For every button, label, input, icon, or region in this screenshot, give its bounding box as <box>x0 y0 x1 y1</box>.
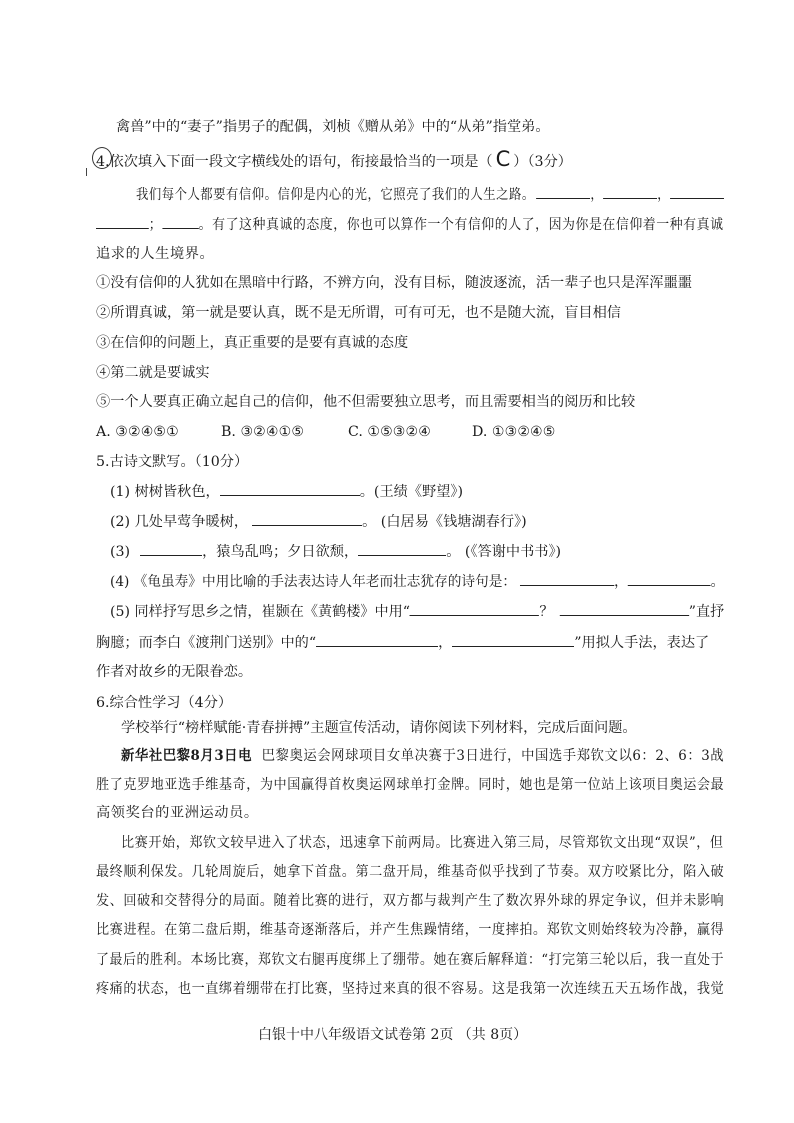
answer-blank <box>410 601 539 616</box>
punct: ， <box>438 635 453 651</box>
item-number: (3) <box>110 544 131 560</box>
q6-intro: 学校举行“榜样赋能·青春拼搏”主题宣传活动，请你阅读下列材料，完成后面问题。 <box>121 720 637 736</box>
answer-blank <box>628 571 711 586</box>
news-line-9: 疼痛的状态，也一直绑着绷带在打比赛，坚持过来真的很不容易。这是我第一次连续五天五场作战，我觉 <box>96 981 725 997</box>
poem-text: (1) 树树皆秋色， <box>110 484 220 500</box>
blank-2 <box>603 184 657 199</box>
q4-passage-line-3: 追求的人生境界。 <box>96 246 215 262</box>
q4-question: .依次填入下面一段文字横线处的语句，衔接最恰当的一项是（ <box>105 154 493 170</box>
news-line-7: 比赛进程。在第二盘后期，维基奇逐渐落后，并产生焦躁情绪，一度摔拍。郑钦文则始终较为冷静，赢得 <box>96 922 725 938</box>
q4-number: 4 <box>96 154 106 170</box>
blank-5 <box>162 214 198 229</box>
poem-prompt: 胸臆；而李白《渡荆门送别》中的“ <box>96 635 317 651</box>
poem-source: 。 (白居易《钱塘湖春行》) <box>362 514 527 530</box>
q5-item-5-cont <box>96 632 709 653</box>
q6-title: 6.综合性学习（4分） <box>96 695 233 711</box>
q5-item-4 <box>110 571 724 592</box>
answer-blank <box>358 541 446 556</box>
answer-blank <box>520 571 614 586</box>
news-line-8: 了最后的胜利。本场比赛，郑钦文右腿再度绑上了绷带。她在赛后解释道：“打完第三轮以后，我一直处于 <box>96 952 725 968</box>
q4-option-d: D. ①③②④⑤ <box>472 424 556 440</box>
news-dateline: 新华社巴黎8月3日电 <box>121 748 252 764</box>
q5-item-5-end: 作者对故乡的无限眷恋。 <box>96 664 253 680</box>
punct: ？ <box>539 604 554 620</box>
blank-1 <box>536 184 590 199</box>
poem-source: 。(王绩《野望》) <box>359 484 464 500</box>
news-line-1 <box>121 746 724 766</box>
answer-blank <box>559 601 688 616</box>
q4-option-b: B. ③②④①⑤ <box>221 424 305 440</box>
q5-item-3 <box>110 541 561 562</box>
q5-title: 5.古诗文默写。（10分） <box>96 454 249 470</box>
poem-prompt: (4) 《龟虽寿》中用比喻的手法表达诗人年老而壮志犹存的诗句是： <box>110 574 516 590</box>
q5-item-5 <box>110 601 724 622</box>
blank-4 <box>96 214 149 229</box>
continued-line: 禽兽”中的“妻子”指男子的配偶，刘桢《赠从弟》中的“从弟”指堂弟。 <box>116 119 550 135</box>
answer-blank <box>140 541 202 556</box>
passage-text: 。有了这种真诚的态度，你也可以算作一个有信仰的人了，因为你是在信仰着一种有真诚 <box>198 217 724 233</box>
punct: ， <box>614 574 628 590</box>
poem-text: (2) 几处早莺争暖树， <box>110 514 249 530</box>
news-line-3: 高领奖台的亚洲运动员。 <box>96 805 259 821</box>
q4-stem <box>96 149 572 172</box>
q4-score: ）（3分） <box>513 154 572 170</box>
poem-source: 。 (《答谢中书书》) <box>446 544 562 560</box>
q4-passage-line-2: ； 。有了这种真诚的态度，你也可以算作一个有信仰的人了，因为你是在信仰着一种有真诚 <box>96 214 724 235</box>
answer-blank <box>452 632 574 647</box>
news-line-4: 比赛开始，郑钦文较早进入了状态，迅速拿下前两局。比赛进入第三局，尽管郑钦文出现“双误”，但 <box>121 835 724 851</box>
q4-item-1: ①没有信仰的人犹如在黑暗中行路，不辨方向，没有目标，随波逐流，活一辈子也只是浑浑噩噩 <box>96 275 692 291</box>
poem-prompt: ”用拟人手法，表达了 <box>574 635 710 651</box>
q4-passage-line-1: 我们每个人都要有信仰。信仰是内心的光，它照亮了我们的人生之路。 ， ， <box>136 184 724 205</box>
q5-item-1 <box>110 481 463 502</box>
passage-text: 我们每个人都要有信仰。信仰是内心的光，它照亮了我们的人生之路。 <box>136 187 535 203</box>
answer-blank <box>252 511 362 526</box>
page-footer: 白银十中八年级语文试卷第 2页 （共 8页） <box>258 1027 528 1043</box>
q4-item-5: ⑤一个人要真正确立起自己的信仰，他不但需要独立思考，而且需要相当的阅历和比较 <box>96 394 636 410</box>
poem-text: ，猿鸟乱鸣；夕日欲颓， <box>202 544 359 560</box>
margin-mark <box>86 168 87 176</box>
q4-option-a: A. ③②④⑤① <box>96 424 179 440</box>
poem-prompt: ”直抒 <box>688 604 725 620</box>
q4-item-2: ②所谓真诚，第一就是要认真，既不是无所谓，可有可无，也不是随大流，盲目相信 <box>96 305 621 321</box>
answer-blank <box>316 632 438 647</box>
news-line-6: 发、回破和交替得分的局面。随着比赛的进行，双方都与裁判产生了数次界外球的界定争议，但并未影响 <box>96 893 725 909</box>
news-text: 巴黎奥运会网球项目女单决赛于3日进行，中国选手郑钦文以6：2、6：3战 <box>261 748 725 764</box>
q4-option-c: C. ①⑤③②④ <box>348 424 431 440</box>
q5-item-2 <box>110 511 527 532</box>
news-line-2: 胜了克罗地亚选手维基奇，为中国赢得首枚奥运网球单打金牌。同时，她也是第一位站上该项目奥运会最 <box>96 777 725 793</box>
handwritten-answer: C <box>495 147 511 171</box>
answer-blank <box>220 481 360 496</box>
blank-3 <box>670 184 724 199</box>
q4-item-4: ④第二就是要诚实 <box>96 365 210 381</box>
news-line-5: 最终顺利保发。几轮周旋后，她拿下首盘。第二盘开局，维基奇似乎找到了节奏。双方咬紧比分，陷入破 <box>96 864 725 880</box>
q4-item-3: ③在信仰的问题上，真正重要的是要有真诚的态度 <box>96 335 409 351</box>
poem-prompt: (5) 同样抒写思乡之情，崔颢在《黄鹤楼》中用“ <box>110 604 410 620</box>
punct: 。 <box>710 574 725 590</box>
